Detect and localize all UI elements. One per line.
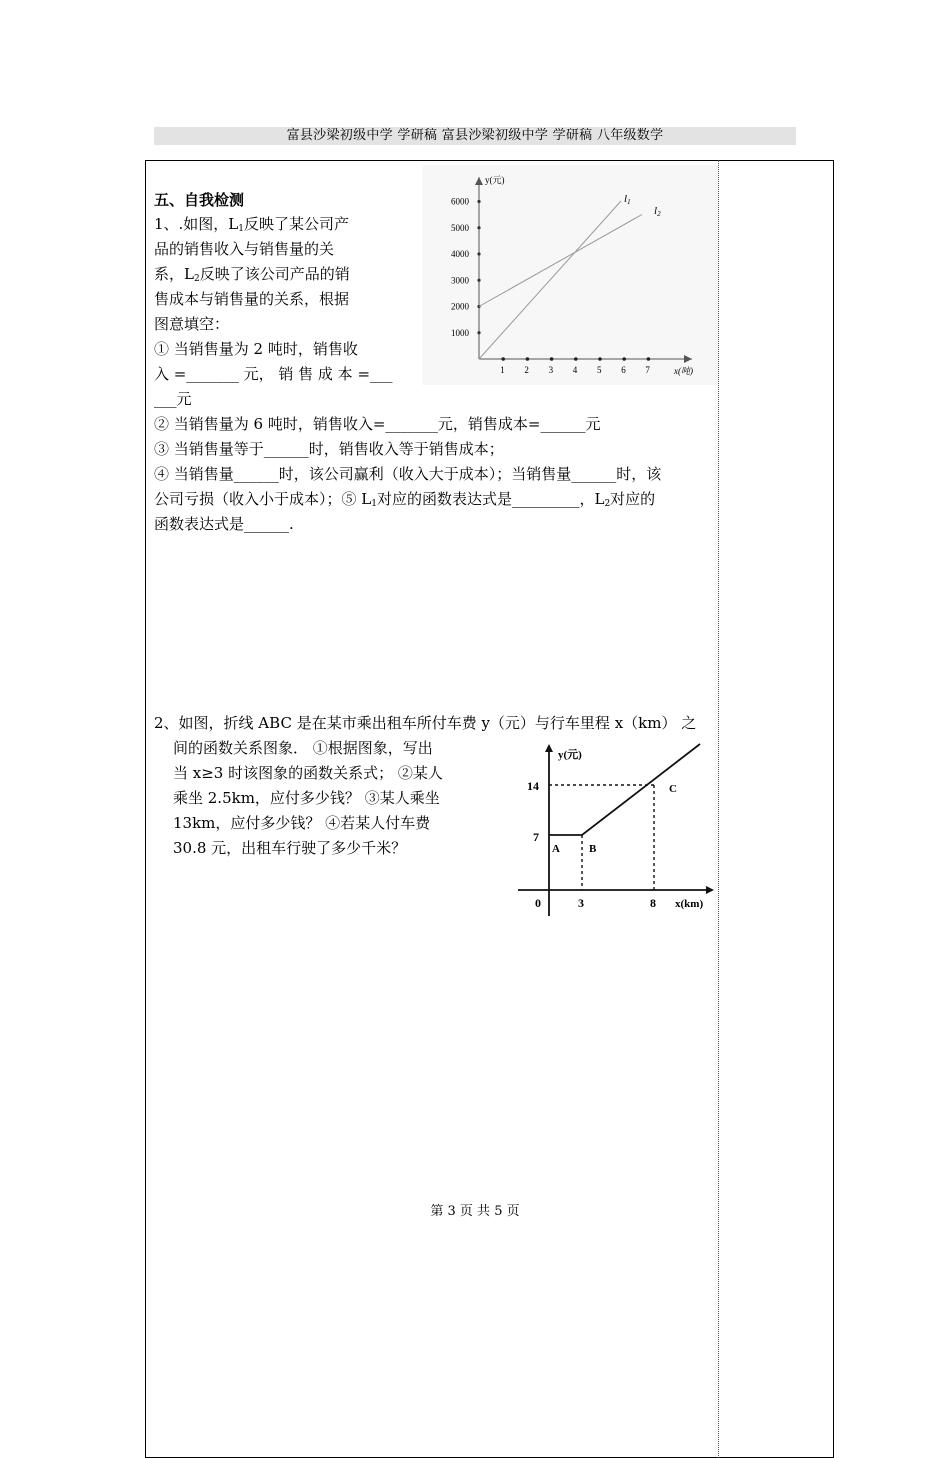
y-tick-mark <box>477 200 480 203</box>
section-title: 五、自我检测 <box>154 191 245 209</box>
q2-line-1: 2、如图，折线 ABC 是在某市乘出租车所付车费 y（元）与行车里程 x（km） 之 <box>154 714 697 732</box>
y-tick-label: 1000 <box>451 327 469 338</box>
chart-taxi <box>512 740 718 920</box>
x-tick-3: 3 <box>578 896 584 910</box>
x-tick-mark <box>598 357 602 361</box>
y-axis-label: y(元) <box>485 175 505 185</box>
q1-line-4: 售成本与销售量的关系，根据 <box>154 290 350 308</box>
x-tick-mark <box>647 357 651 361</box>
x-tick-mark <box>526 357 530 361</box>
x-tick-label: 5 <box>597 365 602 375</box>
q1-line-10: ③ 当销售量等于______时，销售收入等于销售成本； <box>154 440 504 458</box>
q1-line-11: ④ 当销售量______时，该公司赢利（收入大于成本）；当销售量______时，该 <box>154 465 662 483</box>
y-tick-label: 6000 <box>451 196 469 207</box>
q1-line-3: 系，$L_2$反映了该公司产品的销 <box>154 265 350 284</box>
y-axis-label: y(元) <box>558 749 582 761</box>
y-tick-mark <box>477 252 480 255</box>
y-tick-14: 14 <box>527 779 539 793</box>
x-tick-mark <box>622 357 626 361</box>
point-c-label: C <box>669 783 677 795</box>
origin-label: 0 <box>535 896 541 910</box>
q1-line-7: 入 =_______ 元， 销 售 成 本 =___ <box>154 365 393 383</box>
x-tick-label: 7 <box>645 365 650 375</box>
x-axis-label: x(吨) <box>674 366 693 376</box>
point-a-label: A <box>552 843 560 855</box>
q2-line-5: 13km，应付多少钱？ ④若某人付车费 <box>173 814 431 832</box>
page-footer: 第 3 页 共 5 页 <box>430 1204 520 1219</box>
column-divider <box>718 160 719 1458</box>
page-header: 富县沙梁初级中学 学研稿 富县沙梁初级中学 学研稿 八年级数学 <box>154 127 796 145</box>
chart-sales <box>422 165 718 385</box>
y-tick-label: 4000 <box>451 249 469 259</box>
q1-line-6: ① 当销售量为 2 吨时，销售收 <box>154 340 358 358</box>
y-tick-label: 5000 <box>451 222 469 233</box>
q1-line-12: 公司亏损（收入小于成本）；⑤ $L_1$对应的函数表达式是_________，$L_2$对应的 <box>154 490 656 509</box>
q2-line-2: 间的函数关系图象． ①根据图象，写出 <box>173 739 433 757</box>
q1-line-2: 品的销售收入与销售量的关 <box>154 240 335 258</box>
q2-line-3: 当 x≥3 时该图象的函数关系式； ②某人 <box>173 764 443 782</box>
x-tick-label: 6 <box>621 365 626 375</box>
q1-line-8: ___元 <box>154 390 192 408</box>
x-tick-label: 1 <box>500 365 505 375</box>
q2-line-6: 30.8 元，出租车行驶了多少千米？ <box>173 839 407 857</box>
x-tick-mark <box>574 357 578 361</box>
point-b-label: B <box>589 843 597 855</box>
x-tick-8: 8 <box>650 896 656 910</box>
q2-line-4: 乘坐 2.5km，应付多少钱？ ③某人乘坐 <box>173 789 440 807</box>
q1-line-9: ② 当销售量为 6 吨时，销售收入=_______元，销售成本=______元 <box>154 415 601 433</box>
y-tick-mark <box>477 331 480 334</box>
y-axis-arrow <box>545 744 553 752</box>
y-tick-7: 7 <box>533 830 539 844</box>
l2-label: l2 <box>654 205 661 218</box>
q1-line-5: 图意填空： <box>154 315 230 333</box>
x-tick-label: 2 <box>524 365 529 375</box>
l1-label: l1 <box>624 193 631 206</box>
q1-line-13: 函数表达式是______. <box>154 515 294 533</box>
x-axis-label: x(km) <box>675 898 704 910</box>
x-tick-label: 4 <box>572 365 578 375</box>
y-tick-label: 3000 <box>451 275 469 286</box>
x-axis-arrow <box>706 886 714 894</box>
q1-line-1: 1、.如图，$L_1$反映了某公司产 <box>154 215 350 234</box>
y-tick-mark <box>477 226 480 229</box>
x-tick-label: 3 <box>548 365 554 375</box>
x-tick-mark <box>501 357 505 361</box>
y-tick-mark <box>477 279 480 282</box>
x-tick-mark <box>550 357 554 361</box>
y-tick-label: 2000 <box>451 301 469 312</box>
